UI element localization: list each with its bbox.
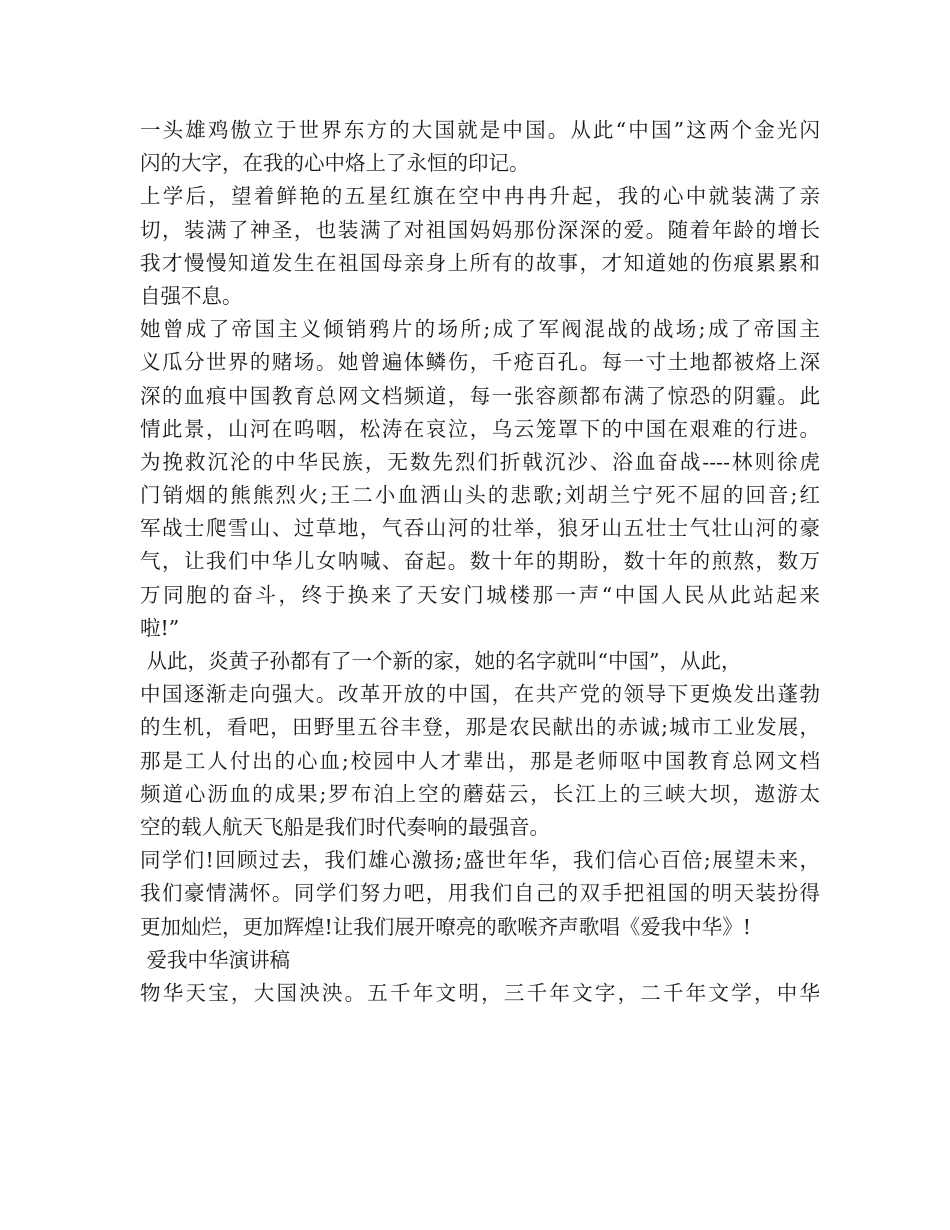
text-line: 频道心沥血的成果;罗布泊上空的蘑菇云，长江上的三峡大坝，遨游太 [140,781,820,806]
text-line: 万同胞的奋斗，终于换来了天安门城楼那一声“中国人民从此站起来 [140,582,820,607]
text-line: 我们豪情满怀。同学们努力吧，用我们自己的双手把祖国的明天装扮得 [140,881,820,906]
text-line: 她曾成了帝国主义倾销鸦片的场所;成了军阀混战的战场;成了帝国主 [140,317,820,342]
text-line: 情此景，山河在呜咽，松涛在哀泣，乌云笼罩下的中国在艰难的行进。 [140,416,820,441]
text-line: 空的载人航天飞船是我们时代奏响的最强音。 [140,814,550,839]
text-line: 上学后，望着鲜艳的五星红旗在空中冉冉升起，我的心中就装满了亲 [140,184,820,209]
text-line: 切，装满了神圣，也装满了对祖国妈妈那份深深的爱。随着年龄的增长 [140,217,820,242]
text-line: 中国逐渐走向强大。改革开放的中国，在共产党的领导下更焕发出蓬勃 [140,682,820,707]
text-line: 闪的大字，在我的心中烙上了永恒的印记。 [140,151,530,176]
text-line: 那是工人付出的心血;校园中人才辈出，那是老师呕中国教育总网文档 [140,748,820,773]
text-line: 爱我中华演讲稿 [140,947,291,972]
document-body [140,114,820,1010]
text-line: 气，让我们中华儿女呐喊、奋起。数十年的期盼，数十年的煎熬，数万 [140,549,820,574]
text-line: 一头雄鸡傲立于世界东方的大国就是中国。从此“中国”这两个金光闪 [140,118,820,142]
text-line: 的生机，看吧，田野里五谷丰登，那是农民献出的赤诚;城市工业发展， [140,715,820,740]
text-line: 义瓜分世界的赌场。她曾遍体鳞伤，千疮百孔。每一寸土地都被烙上深 [140,350,820,375]
text-line: 同学们!回顾过去，我们雄心激扬;盛世年华，我们信心百倍;展望未来， [140,848,820,873]
text-line: 物华天宝，大国泱泱。五千年文明，三千年文字，二千年文学，中华 [140,980,820,1005]
text-line: 啦!” [140,615,180,640]
text-line: 深的血痕中国教育总网文档频道，每一张容颜都布满了惊恐的阴霾。此 [140,383,820,408]
text-line: 从此，炎黄子孙都有了一个新的家，她的名字就叫“中国”，从此， [140,649,742,673]
text-line: 自强不息。 [140,283,243,308]
text-line: 为挽救沉沦的中华民族，无数先烈们折戟沉沙、浴血奋战----林则徐虎 [140,449,820,474]
text-line: 我才慢慢知道发生在祖国母亲身上所有的故事，才知道她的伤痕累累和 [140,250,820,275]
text-line: 门销烟的熊熊烈火;王二小血洒山头的悲歌;刘胡兰宁死不屈的回音;红 [140,483,820,508]
text-line: 更加灿烂，更加辉煌!让我们展开嘹亮的歌喉齐声歌唱《爱我中华》! [140,914,751,939]
text-line: 军战士爬雪山、过草地，气吞山河的壮举，狼牙山五壮士气壮山河的豪 [140,516,820,541]
